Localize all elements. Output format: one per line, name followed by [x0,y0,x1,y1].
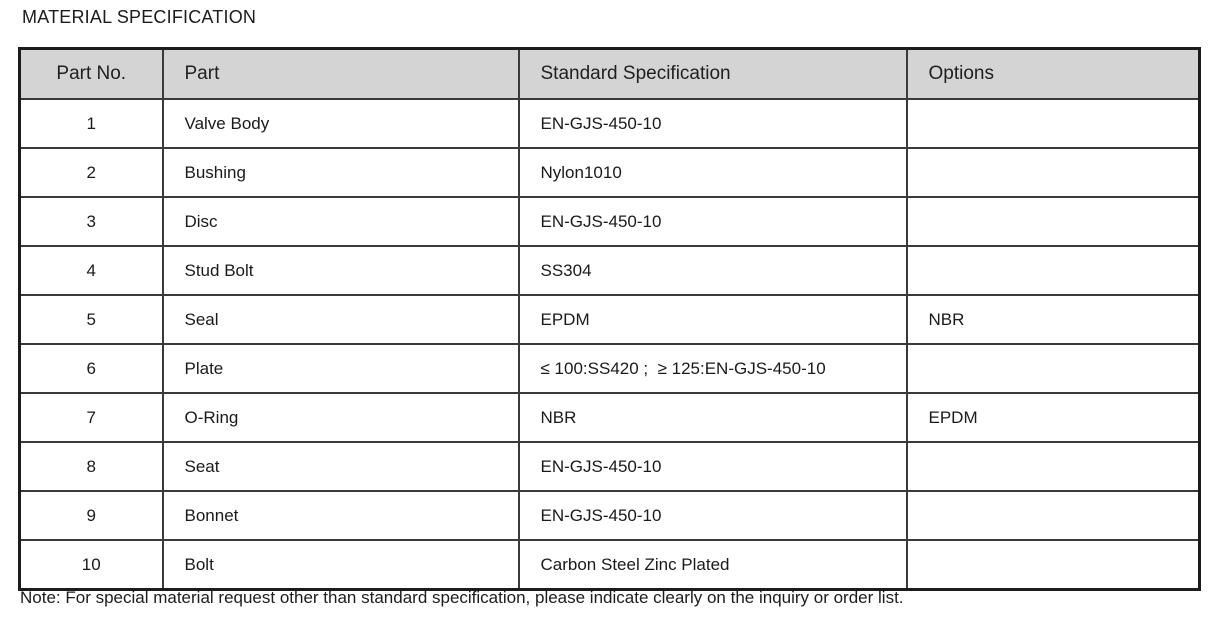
part-cell: Valve Body [163,99,519,148]
spec-cell: NBR [519,393,907,442]
spec-cell: ≤ 100:SS420 ; ≥ 125:EN-GJS-450-10 [519,344,907,393]
material-specification-table [18,47,1201,591]
part-cell: Bonnet [163,491,519,540]
part-no-cell: 1 [20,99,163,148]
part-cell: Plate [163,344,519,393]
header-part-no: Part No. [20,49,163,100]
part-cell: Seal [163,295,519,344]
table-row [20,246,1200,295]
part-cell: Disc [163,197,519,246]
options-cell [907,540,1200,590]
table-row [20,99,1200,148]
page-title: MATERIAL SPECIFICATION [22,7,257,27]
header-standard-specification: Standard Specification [519,49,907,100]
note-text: Note: For special material request other than standard specification, please indicate clearly on the inquiry or order list. [20,588,904,607]
table-row [20,148,1200,197]
table-row [20,197,1200,246]
part-no-cell: 8 [20,442,163,491]
options-cell [907,197,1200,246]
table-row [20,491,1200,540]
spec-cell: Carbon Steel Zinc Plated [519,540,907,590]
spec-cell: EN-GJS-450-10 [519,442,907,491]
part-cell: O-Ring [163,393,519,442]
part-no-cell: 7 [20,393,163,442]
table-row [20,295,1200,344]
header-options: Options [907,49,1200,100]
part-no-cell: 3 [20,197,163,246]
table-row [20,393,1200,442]
part-no-cell: 4 [20,246,163,295]
table-row [20,540,1200,590]
table-row [20,344,1200,393]
options-cell [907,491,1200,540]
spec-cell: EN-GJS-450-10 [519,99,907,148]
part-cell: Seat [163,442,519,491]
options-cell [907,442,1200,491]
part-no-cell: 6 [20,344,163,393]
options-cell [907,344,1200,393]
header-row [20,49,1200,100]
part-cell: Bolt [163,540,519,590]
part-no-cell: 9 [20,491,163,540]
spec-cell: EN-GJS-450-10 [519,197,907,246]
options-cell: EPDM [907,393,1200,442]
options-cell [907,246,1200,295]
spec-cell: EPDM [519,295,907,344]
part-no-cell: 10 [20,540,163,590]
part-no-cell: 2 [20,148,163,197]
spec-cell: EN-GJS-450-10 [519,491,907,540]
spec-cell: SS304 [519,246,907,295]
spec-cell: Nylon1010 [519,148,907,197]
part-no-cell: 5 [20,295,163,344]
options-cell [907,99,1200,148]
part-cell: Bushing [163,148,519,197]
table-row [20,442,1200,491]
part-cell: Stud Bolt [163,246,519,295]
options-cell: NBR [907,295,1200,344]
options-cell [907,148,1200,197]
header-part: Part [163,49,519,100]
